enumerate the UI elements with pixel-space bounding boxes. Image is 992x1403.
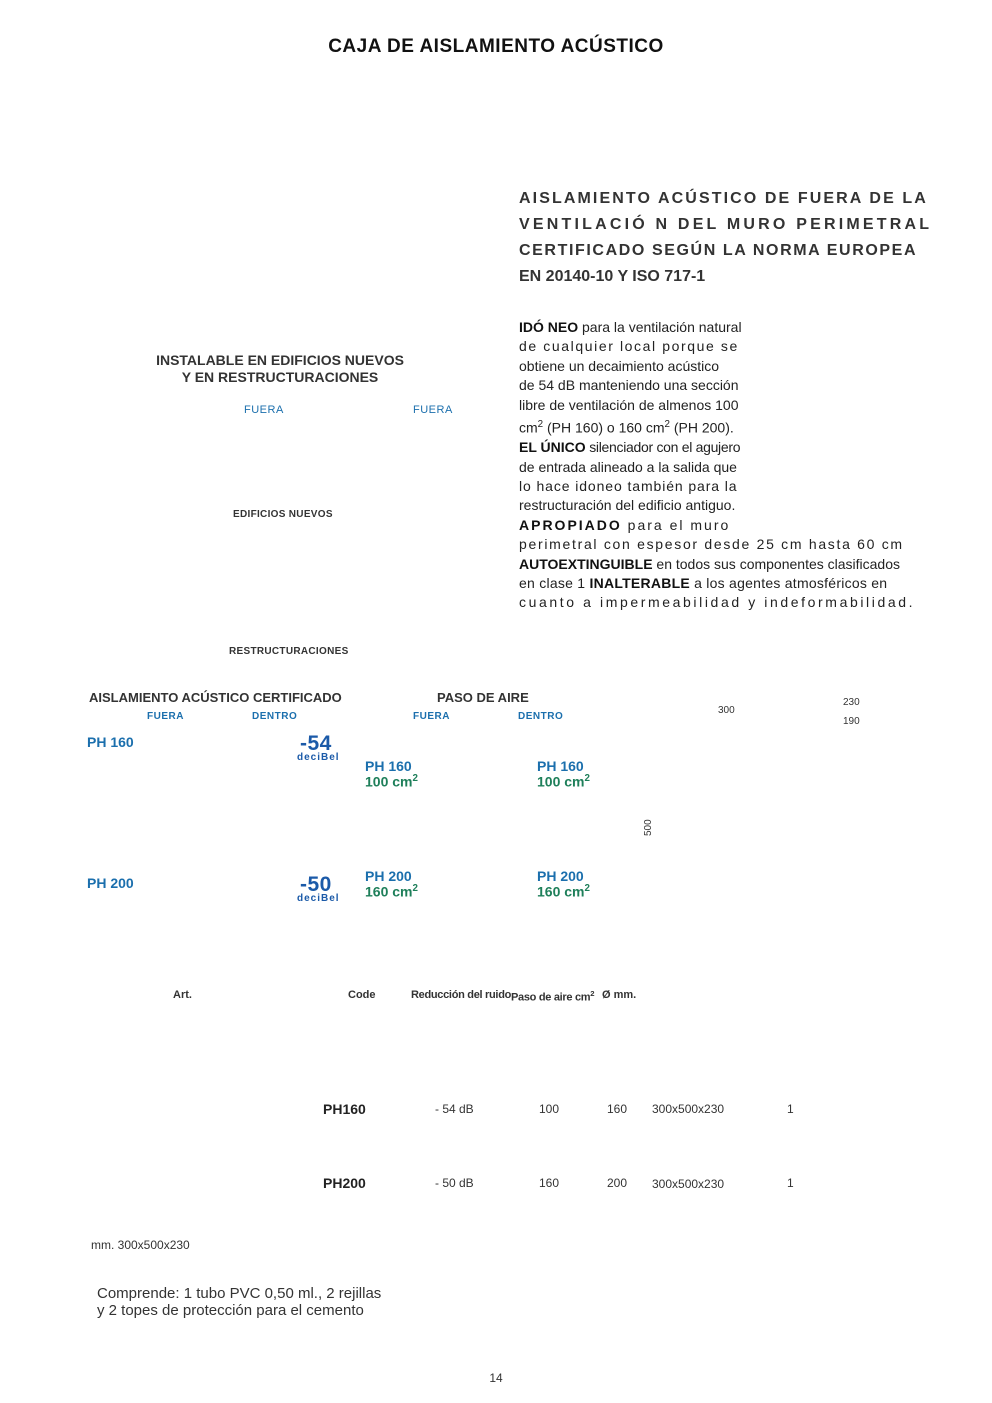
label-dentro: DENTRO (518, 711, 564, 722)
airflow-area (537, 883, 590, 900)
page-number: 14 (489, 1371, 503, 1385)
includes-note (97, 1285, 381, 1319)
area-value: 160 cm (365, 883, 413, 900)
row-qty: 1 (787, 1102, 794, 1116)
area-value: 100 cm (365, 773, 413, 790)
desc-text: silenciador con el agujero (585, 439, 741, 456)
row-air: 160 (539, 1176, 560, 1190)
airflow-area (365, 883, 418, 900)
model-label: PH 200 (365, 868, 412, 884)
row-size: 300x500x230 (652, 1177, 725, 1191)
superscript: 2 (664, 419, 670, 431)
desc-bold: APROPIADO (519, 516, 622, 533)
row-diameter: 200 (607, 1176, 628, 1190)
desc-bold: INALTERABLE (589, 574, 690, 591)
db-value: -54 (300, 732, 332, 755)
section-heading (519, 186, 933, 290)
row-noise: - 50 dB (435, 1176, 474, 1190)
desc-line: libre de ventilación de almenos 100 (519, 396, 739, 413)
label-fuera: FUERA (413, 711, 450, 722)
heading-line: CERTIFICADO SEGÚN LA NORMA EUROPEA (519, 242, 918, 259)
label-fuera: FUERA (147, 711, 184, 722)
row-code: PH160 (323, 1101, 366, 1117)
label-dentro: DENTRO (252, 711, 298, 722)
desc-bold: EL ÚNICO (519, 439, 586, 456)
dimension-inner: 190 (843, 716, 860, 727)
page-title: CAJA DE AISLAMIENTO ACÚSTICO (328, 36, 664, 57)
desc-line: restructuración del edificio antiguo. (519, 497, 736, 514)
desc-text: cm (519, 419, 538, 436)
db-unit: deciBel (297, 893, 340, 904)
desc-text: para el muro (621, 516, 731, 533)
label-restructuring: RESTRUCTURACIONES (229, 646, 349, 657)
header-noise: Reducción del ruido (411, 989, 512, 1001)
heading-line: AISLAMIENTO ACÚSTICO DE FUERA DE LA (519, 190, 928, 207)
db-value: -50 (300, 873, 332, 896)
desc-text: a los agentes atmosféricos en (689, 574, 888, 591)
superscript: 2 (584, 773, 590, 784)
row-noise: - 54 dB (435, 1102, 474, 1116)
heading-line: EN 20140-10 Y ISO 717-1 (519, 268, 706, 285)
desc-line: perimetral con espesor desde 25 cm hasta 60 cm (519, 536, 904, 553)
header-air (511, 989, 594, 1004)
label-fuera: FUERA (413, 404, 453, 416)
desc-line: obtiene un decaimiento acústico (519, 357, 720, 374)
superscript: 2 (412, 883, 418, 894)
includes-line: y 2 topes de protección para el cemento (97, 1302, 364, 1319)
superscript: 2 (584, 883, 590, 894)
desc-line: lo hace idoneo también para la (519, 477, 738, 494)
install-line: INSTALABLE EN EDIFICIOS NUEVOS (156, 352, 404, 368)
superscript: 2 (537, 419, 544, 431)
row-code: PH200 (323, 1175, 366, 1191)
dimension-width: 300 (718, 705, 735, 716)
desc-line: de entrada alineado a la salida que (519, 458, 737, 475)
dimension-outer: 230 (843, 697, 860, 708)
header-art: Art. (173, 989, 192, 1001)
model-label: PH 160 (87, 734, 134, 750)
model-label: PH 160 (365, 758, 412, 774)
desc-text: en todos sus componentes clasificados (652, 555, 901, 572)
superscript: 2 (590, 989, 595, 998)
product-description (519, 318, 916, 613)
desc-text: (PH 200). (669, 419, 734, 436)
install-heading (140, 352, 420, 386)
airflow-area (537, 773, 590, 790)
desc-line: de 54 dB manteniendo una sección (519, 377, 739, 394)
model-label: PH 200 (537, 868, 584, 884)
certified-heading: AISLAMIENTO ACÚSTICO CERTIFICADO (89, 690, 342, 705)
db-unit: deciBel (297, 752, 340, 763)
area-value: 160 cm (537, 883, 585, 900)
desc-line: cuanto a impermeabilidad y indeformabilidad. (519, 594, 916, 611)
desc-text: para la ventilación natural (578, 319, 742, 335)
dimension-height: 500 (643, 819, 654, 836)
install-line: Y EN RESTRUCTURACIONES (181, 369, 379, 385)
desc-line: de cualquier local porque se (519, 338, 739, 355)
header-diameter: Ø mm. (602, 989, 637, 1001)
desc-text: en clase 1 (519, 574, 590, 591)
desc-bold: AUTOEXTINGUIBLE (519, 555, 653, 572)
label-fuera: FUERA (244, 404, 284, 416)
airflow-area (365, 773, 418, 790)
header-code: Code (348, 989, 376, 1001)
includes-line: Comprende: 1 tubo PVC 0,50 ml., 2 rejillas (97, 1285, 382, 1302)
area-value: 100 cm (537, 773, 585, 790)
size-note: mm. 300x500x230 (91, 1238, 190, 1252)
model-label: PH 160 (537, 758, 584, 774)
header-air-text: Paso de aire cm (511, 991, 591, 1004)
heading-line: VENTILACIÓ N DEL MURO PERIMETRAL (519, 216, 933, 233)
row-qty: 1 (787, 1176, 794, 1190)
row-diameter: 160 (607, 1102, 628, 1116)
label-new-buildings: EDIFICIOS NUEVOS (233, 509, 333, 520)
airflow-heading: PASO DE AIRE (437, 690, 529, 705)
row-air: 100 (539, 1102, 560, 1116)
desc-text: (PH 160) o 160 cm (543, 419, 665, 436)
superscript: 2 (412, 773, 418, 784)
model-label: PH 200 (87, 875, 134, 891)
row-size: 300x500x230 (652, 1102, 725, 1116)
brand-name: IDÓ NEO (519, 319, 579, 335)
